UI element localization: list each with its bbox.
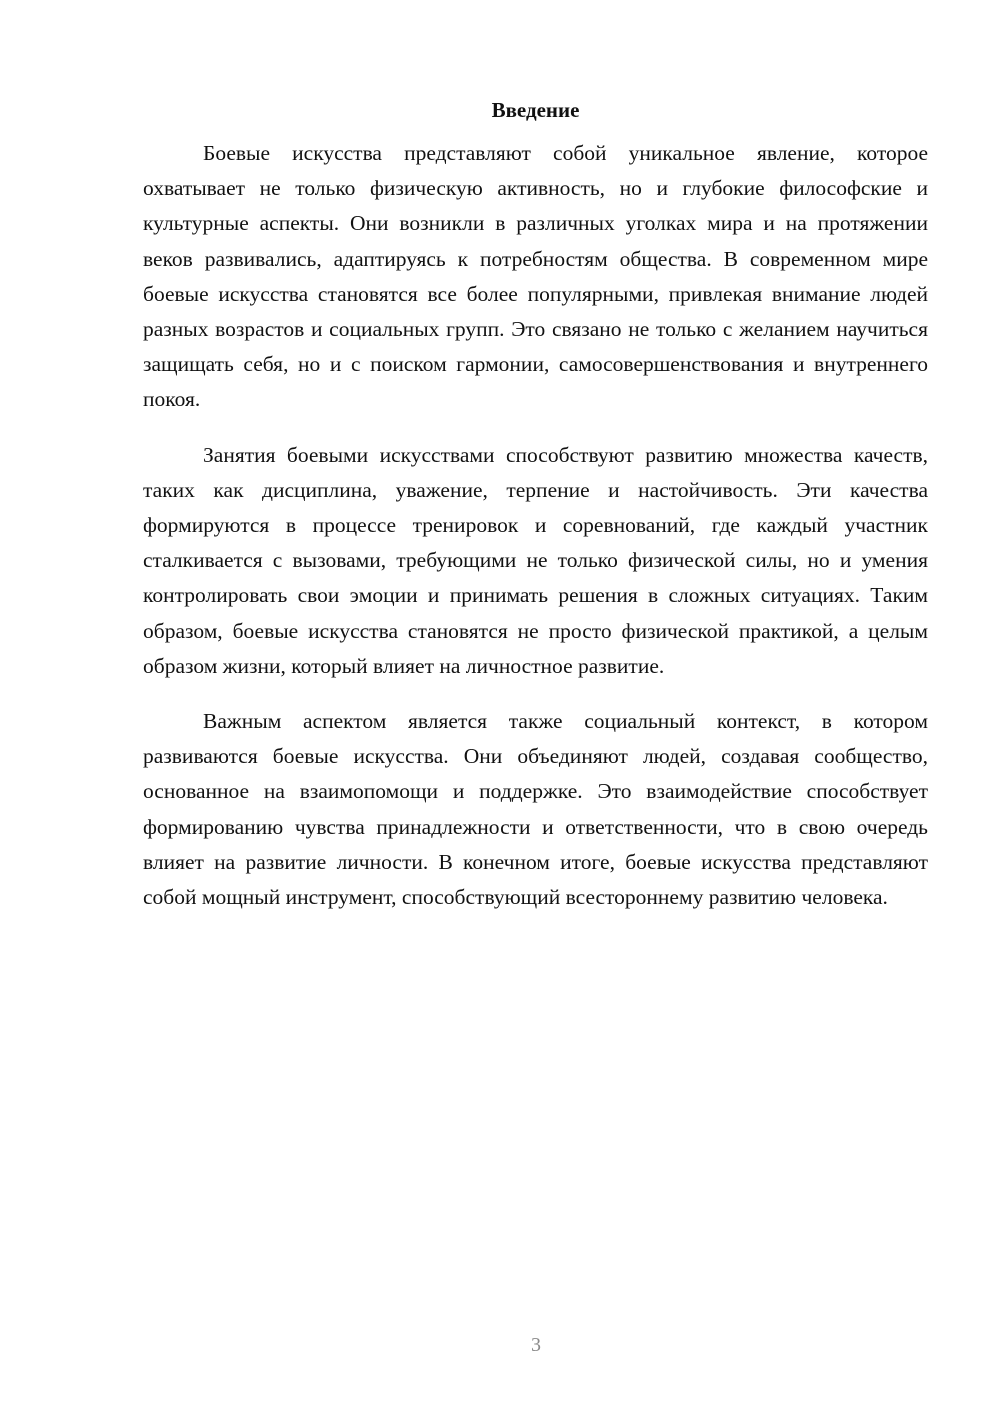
paragraph-1: Боевые искусства представляют собой уникальное явление, которое охватывает не только физическую активность, но и глубокие философские и культурные аспекты. Они возникли в различных уголках мира и на протяжении веков развивались, адаптируясь к потребностям общества. В современном мире боевые искусства становятся все более популярными, привлекая внимание людей разных возрастов и социальных групп. Это связано не только с желанием научиться защищать себя, но и с поиском гармонии, самосовершенствования и внутреннего покоя. (143, 141, 928, 412)
paragraph-3: Важным аспектом является также социальный контекст, в котором развиваются боевые искусства. Они объединяют людей, создавая сообщество, основанное на взаимопомощи и поддержке. Это взаимодействие способствует формированию чувства принадлежности и ответственности, что в свою очередь влияет на развитие личности. В конечном итоге, боевые искусства представляют собой мощный инструмент, способствующий всестороннему развитию человека. (143, 709, 928, 910)
section-heading: Введение (491, 98, 580, 122)
page-content (143, 96, 928, 915)
page-number: 3 (531, 1334, 541, 1356)
paragraph-2: Занятия боевыми искусствами способствуют развитию множества качеств, таких как дисциплина, уважение, терпение и настойчивость. Эти качества формируются в процессе тренировок и соревнований, где каждый участник сталкивается с вызовами, требующими не только физической силы, но и умения контролировать свои эмоции и принимать решения в сложных ситуациях. Таким образом, боевые искусства становятся не просто физической практикой, а целым образом жизни, который влияет на личностное развитие. (143, 442, 928, 678)
